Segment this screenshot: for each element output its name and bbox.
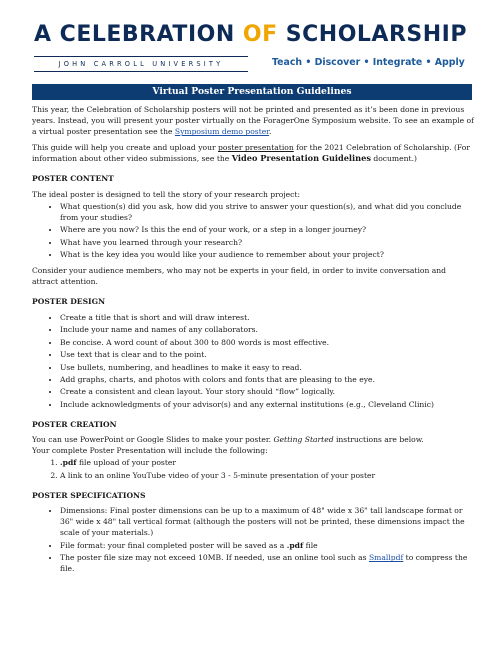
list-item: • What have you learned through your research? <box>60 237 474 248</box>
list-item: • Be concise. A word count of about 300 to 800 words is most effective. <box>60 337 474 348</box>
item-text: file upload of your poster <box>76 458 176 468</box>
poster-creation-list <box>32 457 474 481</box>
page-header <box>34 18 470 74</box>
poster-specifications-list <box>32 505 474 574</box>
item-text: File format: your final completed poster will be saved as a <box>60 540 287 550</box>
poster-design-list <box>32 312 474 410</box>
document-body <box>32 104 474 579</box>
poster-design-heading: POSTER DESIGN <box>32 297 106 307</box>
item-text-end: file <box>303 540 318 550</box>
poster-presentation-underline: poster presentation <box>218 143 294 153</box>
list-item: • Dimensions: Final poster dimensions can be up to a maximum of 48" wide x 36" tall landscape format or 36" wide x 48" tall vertical format (although the posters will not be printed, these dimensions impact the scale of your materials.) <box>60 505 474 538</box>
list-item: • Use bullets, numbering, and headlines to make it easy to read. <box>60 362 474 373</box>
poster-creation-paragraph-2: Your complete Poster Presentation will include the following: <box>32 446 268 456</box>
poster-content-closing: Consider your audience members, who may not be experts in your field, in order to invite conversation and attract attention. <box>32 266 447 287</box>
pdf-bold: .pdf <box>60 458 77 468</box>
list-item: • Use text that is clear and to the point. <box>60 349 474 360</box>
title-part-1: A CELEBRATION <box>34 22 243 47</box>
intro-paragraph-2 <box>32 142 474 164</box>
smallpdf-link[interactable]: Smallpdf <box>368 553 404 563</box>
title-part-of: OF <box>242 22 278 47</box>
list-item: • Include acknowledgments of your advisor(s) and any external institutions (e.g., Cleveland Clinic) <box>60 399 474 410</box>
poster-content-list <box>32 201 474 261</box>
list-item <box>60 552 474 574</box>
list-item <box>60 457 474 468</box>
intro2-text: This guide will help you create and upload your <box>32 143 219 153</box>
list-item: • Create a consistent and clean layout. Your story should “flow” logically. <box>60 386 474 397</box>
list-item: • Where are you now? Is this the end of your work, or a step in a longer journey? <box>60 224 474 235</box>
list-item: 2. A link to an online YouTube video of your 3 - 5-minute presentation of your poster <box>60 470 474 481</box>
video-guidelines-reference: Video Presentation Guidelines <box>231 153 371 164</box>
item-text: The poster file size may not exceed 10MB. If needed, use an online tool such as <box>60 553 369 563</box>
poster-content-heading: POSTER CONTENT <box>32 174 114 184</box>
tagline: Teach • Discover • Integrate • Apply <box>272 57 465 68</box>
list-item: • What is the key idea you would like your audience to remember about your project? <box>60 249 474 260</box>
creation-text: You can use PowerPoint or Google Slides to make your poster. <box>32 435 274 445</box>
intro-text-end: . <box>269 127 272 137</box>
intro-paragraph-1 <box>32 104 474 137</box>
list-item: • Add graphs, charts, and photos with colors and fonts that are pleasing to the eye. <box>60 374 474 385</box>
list-item: • Include your name and names of any collaborators. <box>60 324 474 335</box>
intro2-text-c: document.) <box>370 154 417 164</box>
event-logo-title <box>34 18 470 52</box>
pdf-bold: .pdf <box>286 540 304 550</box>
item-text-end: to compress the file. <box>60 553 468 574</box>
university-name: JOHN CARROLL UNIVERSITY <box>34 56 248 72</box>
list-item: • What question(s) did you ask, how did you strive to answer your question(s), and what did you conclude from your studies? <box>60 201 474 223</box>
list-item <box>60 540 474 551</box>
creation-text-end: instructions are below. <box>333 435 424 445</box>
poster-creation-paragraph <box>32 434 474 445</box>
list-item: • Create a title that is short and will draw interest. <box>60 312 474 323</box>
intro2-text-b: for the 2021 Celebration of Scholarship. (For information about other video submissions, see the <box>32 143 470 164</box>
getting-started-italic: Getting Started <box>273 435 334 445</box>
intro-text: This year, the Celebration of Scholarship posters will not be printed and presented as it’s been done in previous years. Instead, you will present your poster virtually on the ForagerOne Symposium website. To see an example of a virtual poster presentation see the <box>32 105 474 137</box>
symposium-demo-link[interactable]: Symposium demo poster <box>174 127 270 137</box>
poster-creation-heading: POSTER CREATION <box>32 420 117 430</box>
poster-content-lead: The ideal poster is designed to tell the story of your research project: <box>32 189 301 199</box>
guidelines-banner: Virtual Poster Presentation Guidelines <box>32 84 472 100</box>
title-part-3: SCHOLARSHIP <box>277 22 467 47</box>
poster-specifications-heading: POSTER SPECIFICATIONS <box>32 490 146 500</box>
